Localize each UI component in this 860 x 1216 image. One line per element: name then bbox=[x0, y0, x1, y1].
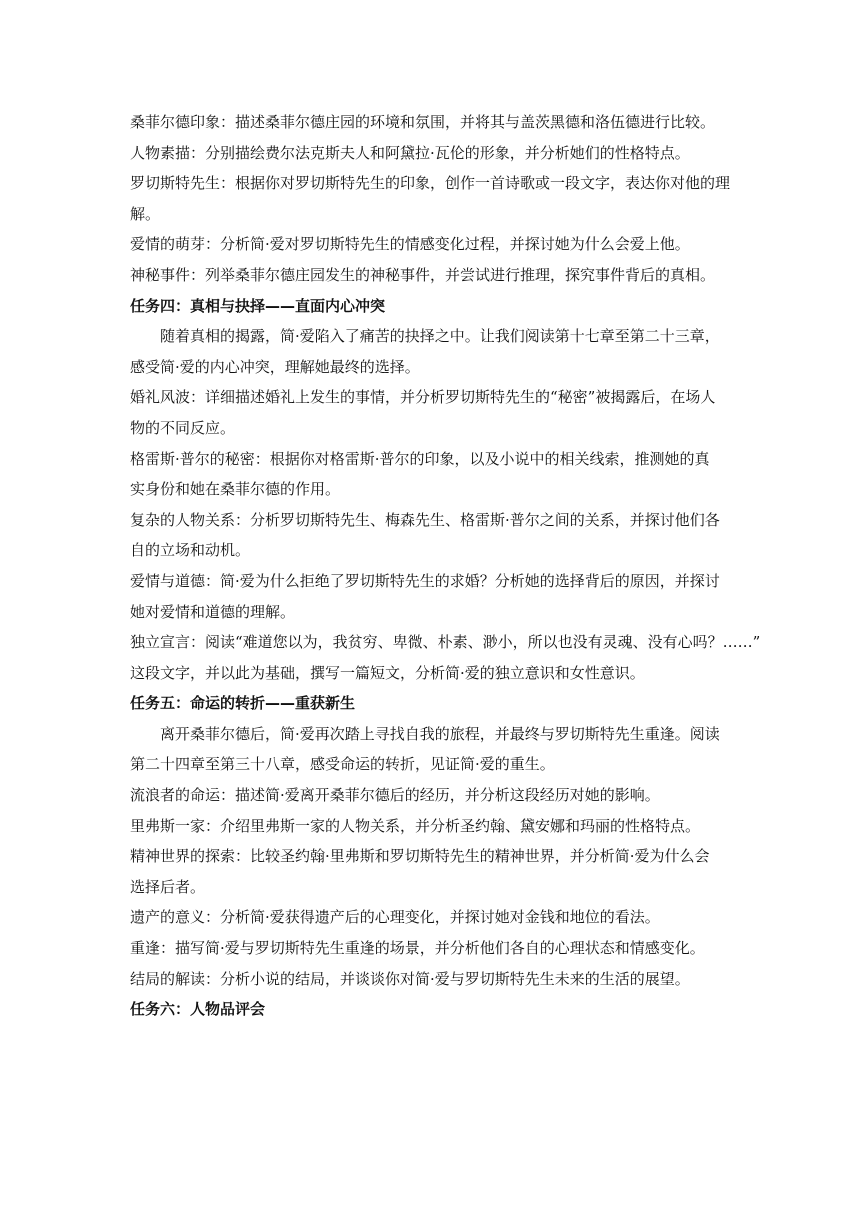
text-line: 婚礼风波：详细描述婚礼上发生的事情，并分析罗切斯特先生的“秘密”被揭露后，在场人 bbox=[130, 388, 716, 407]
text-line: 神秘事件：列举桑菲尔德庄园发生的神秘事件，并尝试进行推理，探究事件背后的真相。 bbox=[130, 265, 716, 284]
text-line: 实身份和她在桑菲尔德的作用。 bbox=[130, 480, 341, 499]
text-line: 格雷斯·普尔的秘密：根据你对格雷斯·普尔的印象，以及小说中的相关线索，推测她的真 bbox=[130, 449, 710, 468]
text-line: 第二十四章至第三十八章，感受命运的转折，见证简·爱的重生。 bbox=[130, 755, 555, 774]
paragraph-first-line: 离开桑菲尔德后，简·爱再次踏上寻找自我的旅程，并最终与罗切斯特先生重逢。阅读 bbox=[160, 724, 720, 743]
text-line: 爱情与道德：简·爱为什么拒绝了罗切斯特先生的求婚？分析她的选择背后的原因，并探讨 bbox=[130, 571, 720, 590]
text-line: 解。 bbox=[130, 204, 161, 223]
text-line: 桑菲尔德印象：描述桑菲尔德庄园的环境和氛围，并将其与盖茨黑德和洛伍德进行比较。 bbox=[130, 113, 716, 131]
text-line: 人物素描：分别描绘费尔法克斯夫人和阿黛拉·瓦伦的形象，并分析她们的性格特点。 bbox=[130, 143, 690, 162]
paragraph-first-line: 随着真相的揭露，简·爱陷入了痛苦的抉择之中。让我们阅读第十七章至第二十三章， bbox=[160, 327, 720, 346]
document-body bbox=[130, 107, 761, 1025]
text-line: 遗产的意义：分析简·爱获得遗产后的心理变化，并探讨她对金钱和地位的看法。 bbox=[130, 908, 660, 927]
text-line: 感受简·爱的内心冲突，理解她最终的选择。 bbox=[130, 357, 420, 376]
text-line: 自的立场和动机。 bbox=[130, 541, 251, 560]
text-line: 结局的解读：分析小说的结局，并谈谈你对简·爱与罗切斯特先生未来的生活的展望。 bbox=[130, 969, 690, 988]
text-line: 独立宣言：阅读“难道您以为，我贫穷、卑微、朴素、渺小，所以也没有灵魂、没有心吗？……” bbox=[130, 633, 761, 652]
section-heading: 任务四：真相与抉择——直面内心冲突 bbox=[130, 296, 386, 315]
text-line: 这段文字，并以此为基础，撰写一篇短文，分析简·爱的独立意识和女性意识。 bbox=[130, 663, 645, 682]
text-line: 重逢：描写简·爱与罗切斯特先生重逢的场景，并分析他们各自的心理状态和情感变化。 bbox=[130, 939, 705, 958]
section-heading: 任务五：命运的转折——重获新生 bbox=[130, 694, 356, 713]
text-line: 选择后者。 bbox=[130, 877, 206, 896]
text-line: 里弗斯一家：介绍里弗斯一家的人物关系，并分析圣约翰、黛安娜和玛丽的性格特点。 bbox=[130, 816, 701, 835]
text-line: 罗切斯特先生：根据你对罗切斯特先生的印象，创作一首诗歌或一段文字，表达你对他的理 bbox=[130, 174, 731, 193]
text-line: 精神世界的探索：比较圣约翰·里弗斯和罗切斯特先生的精神世界，并分析简·爱为什么会 bbox=[130, 847, 710, 866]
text-line: 流浪者的命运：描述简·爱离开桑菲尔德后的经历，并分析这段经历对她的影响。 bbox=[130, 786, 660, 805]
text-line: 她对爱情和道德的理解。 bbox=[130, 602, 296, 621]
text-line: 物的不同反应。 bbox=[130, 418, 236, 437]
section-heading: 任务六：人物品评会 bbox=[130, 1000, 266, 1019]
text-line: 爱情的萌芽：分析简·爱对罗切斯特先生的情感变化过程，并探讨她为什么会爱上他。 bbox=[130, 235, 690, 254]
text-line: 复杂的人物关系：分析罗切斯特先生、梅森先生、格雷斯·普尔之间的关系，并探讨他们各 bbox=[130, 510, 720, 529]
